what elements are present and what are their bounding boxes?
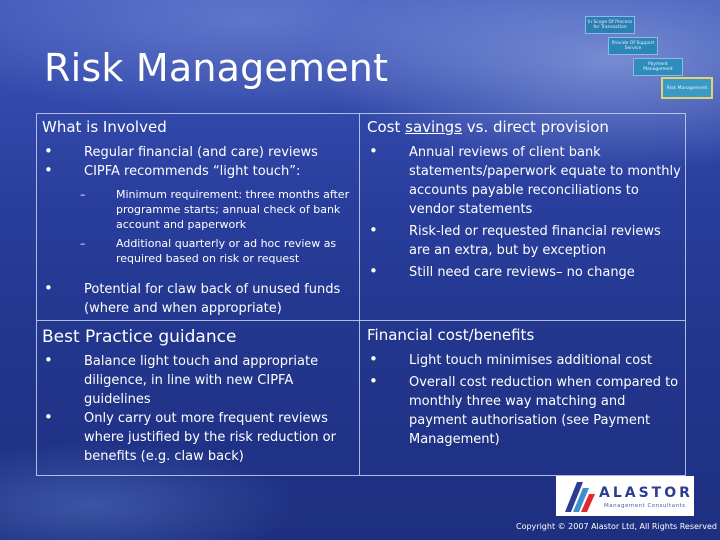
bullet-icon: •	[44, 279, 53, 297]
logo-subtitle: Management Consultants	[604, 503, 686, 509]
flow-box-support: Provide Of Support Service	[608, 37, 658, 55]
list-item: • Only carry out more frequent reviews where justified by the risk reduction or benefits (e.g. claw back)	[44, 408, 336, 464]
bullet-icon: •	[44, 161, 53, 179]
bullet-icon: •	[44, 142, 53, 160]
list-item: • Annual reviews of client bank statements/paperwork equate to monthly accounts payable reconciliations to vendor statements	[369, 142, 681, 217]
bullet-icon: •	[369, 262, 378, 280]
flow-box-payment: Payment Management	[633, 58, 683, 76]
list-item: – Additional quarterly or ad hoc review as required based on risk or request	[80, 237, 337, 265]
list-item: • Potential for claw back of unused funds (where and when appropriate)	[44, 279, 341, 316]
logo-name: ALASTOR	[599, 485, 693, 501]
bullet-icon: •	[44, 351, 53, 369]
what-involved-heading: What is Involved	[42, 118, 167, 136]
list-item: • Regular financial (and care) reviews	[44, 142, 318, 160]
dash-icon: –	[80, 237, 86, 250]
alastor-logo	[556, 476, 694, 516]
what-involved-list	[44, 142, 354, 181]
list-item: • CIPFA recommends “light touch”:	[44, 161, 301, 179]
dash-icon: –	[80, 188, 86, 201]
what-involved-list-last	[44, 279, 354, 318]
bullet-icon: •	[369, 372, 378, 390]
list-item: • Overall cost reduction when compared to monthly three way matching and payment authorisation (see Payment Management)	[369, 372, 679, 447]
best-practice-heading: Best Practice guidance	[42, 327, 237, 347]
best-practice-list	[44, 351, 356, 466]
list-item: • Light touch minimises additional cost	[369, 350, 653, 368]
panel-vertical-divider	[359, 113, 360, 475]
bullet-icon: •	[44, 408, 53, 426]
cost-savings-heading: Cost savings vs. direct provision	[367, 118, 609, 136]
flow-box-risk-highlighted: Risk Management	[661, 77, 713, 99]
slide-title: Risk Management	[44, 46, 389, 90]
copyright-text: Copyright © 2007 Alastor Ltd, All Rights Reserved	[516, 522, 717, 531]
bullet-icon: •	[369, 142, 378, 160]
financial-list	[369, 350, 683, 449]
flow-box-scope: In Scope Of Process for Transaction	[585, 16, 635, 34]
list-item: • Balance light touch and appropriate diligence, in line with new CIPFA guidelines	[44, 351, 319, 407]
cost-savings-list	[369, 142, 681, 282]
bullet-icon: •	[369, 350, 378, 368]
what-involved-sublist	[80, 187, 352, 266]
bullet-icon: •	[369, 221, 378, 239]
list-item: – Minimum requirement: three months after programme starts; annual check of bank account and paperwork	[80, 188, 350, 231]
financial-heading: Financial cost/benefits	[367, 326, 535, 344]
list-item: • Risk-led or requested financial reviews are an extra, but by exception	[369, 221, 661, 258]
list-item: • Still need care reviews– no change	[369, 262, 635, 280]
alastor-logo-mark-icon	[559, 476, 599, 516]
panel-horizontal-divider	[36, 320, 685, 321]
